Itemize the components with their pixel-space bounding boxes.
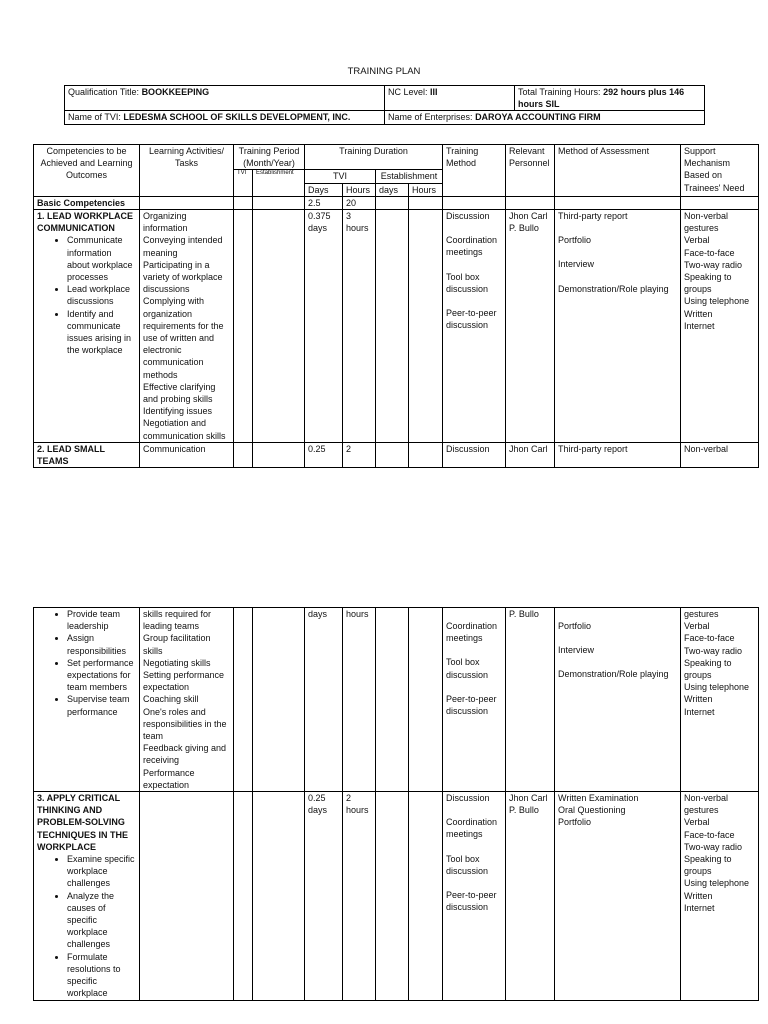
- list-item: • Analyze the causes of specific workplace challenges: [67, 890, 136, 951]
- list-item: Verbal: [684, 621, 710, 632]
- competency-1-cell: [34, 210, 140, 443]
- list-item: Face-to-face: [684, 247, 735, 258]
- list-item: Speaking to groups: [684, 657, 732, 681]
- training-hours-cell: [515, 86, 705, 111]
- header-period-tvi: TVI: [234, 170, 253, 196]
- competency-1-days: 0.375 days: [305, 210, 343, 443]
- header-est-hours: Hours: [409, 183, 443, 196]
- list-item: Oral Questioning: [558, 805, 626, 816]
- list-item: Two-way radio: [684, 645, 743, 656]
- info-row-2: [65, 111, 705, 124]
- qualification-label: Qualification Title:: [68, 87, 140, 97]
- list-item: Organizing information: [143, 211, 188, 234]
- competency-2-title: 2. LEAD SMALL TEAMS: [34, 442, 140, 467]
- enterprise-cell: [385, 111, 705, 124]
- tvi-label: Name of TVI:: [68, 112, 121, 123]
- list-item: • Examine specific workplace challenges: [67, 853, 136, 890]
- list-item: Two-way radio: [684, 841, 743, 852]
- list-item: Face-to-face: [684, 829, 735, 840]
- competency-row-2-cont: [34, 608, 759, 792]
- list-item: Peer-to-peer discussion: [446, 693, 497, 717]
- competency-3-hours: 2 hours: [343, 792, 376, 1000]
- competency-1-assessment: [555, 210, 681, 443]
- list-item: Demonstration/Role playing: [558, 669, 669, 680]
- header-duration-establishment: Establishment: [376, 170, 443, 183]
- info-table: [64, 85, 705, 125]
- list-item: Portfolio: [558, 817, 592, 828]
- competency-1-methods: [443, 210, 506, 443]
- competency-3-outcomes: [37, 853, 136, 999]
- list-item: Two-way radio: [684, 259, 743, 270]
- header-support: Support Mechanism Based on Trainees' Need: [681, 145, 759, 197]
- info-row-1: [65, 86, 705, 111]
- list-item: Using telephone: [684, 296, 750, 307]
- competency-2-activity-start: Communication: [140, 442, 234, 467]
- competency-2-days-start: 0.25: [305, 442, 343, 467]
- competency-row-2-start: [34, 442, 759, 467]
- list-item: • Set performance expectations for team members: [67, 657, 136, 694]
- list-item: • Provide team leadership: [67, 608, 136, 632]
- header-relevant-personnel: Relevant Personnel: [506, 145, 555, 197]
- list-item: • Identify and communicate issues arising in the workplace: [67, 308, 136, 357]
- list-item: Tool box discussion: [446, 853, 489, 876]
- list-item: Feedback giving and receiving: [143, 743, 227, 766]
- list-item: Interview: [558, 645, 595, 656]
- list-item: Coordination meetings: [446, 817, 498, 840]
- hours-value: 292 hours plus 146 hours SIL: [518, 87, 685, 110]
- list-item: Tool box discussion: [446, 271, 489, 294]
- competency-3-personnel: Jhon Carl P. Bullo: [506, 792, 555, 1000]
- list-item: Coordination meetings: [446, 235, 498, 258]
- list-item: • Formulate resolutions to specific workplace: [67, 951, 136, 1000]
- header-training-duration: Training Duration: [305, 145, 443, 170]
- header-est-days: days: [376, 183, 409, 196]
- list-item: Non-verbal gestures: [684, 793, 729, 816]
- competency-2-personnel: P. Bullo: [506, 608, 555, 792]
- competency-3-support: [681, 792, 759, 1000]
- list-item: Negotiating skills: [143, 657, 211, 668]
- header-activities: Learning Activities/ Tasks: [140, 145, 234, 197]
- competency-2-assessment-start: Third-party report: [555, 442, 681, 467]
- list-item: Peer-to-peer discussion: [446, 890, 497, 913]
- competency-3-cell: [34, 792, 140, 1000]
- competency-1-hours: 3 hours: [343, 210, 376, 443]
- competency-2-hours-unit: hours: [343, 608, 376, 792]
- competency-2-outcomes: [34, 608, 140, 792]
- list-item: gestures: [684, 609, 719, 619]
- enterprise-label: Name of Enterprises:: [388, 112, 473, 123]
- competency-1-support: [681, 210, 759, 443]
- enterprise-value: DAROYA ACCOUNTING FIRM: [475, 112, 601, 123]
- header-assessment: Method of Assessment: [555, 145, 681, 197]
- competency-2-support: [681, 608, 759, 792]
- nc-value: III: [430, 87, 438, 97]
- competency-1-outcomes: [37, 234, 136, 356]
- list-item: Internet: [684, 320, 715, 331]
- header-period-establishment: Establishment: [253, 170, 305, 196]
- training-plan-table: [33, 144, 759, 468]
- list-item: • Lead workplace discussions: [67, 283, 136, 307]
- header-duration-tvi: TVI: [305, 170, 376, 183]
- list-item: skills required for leading teams: [143, 609, 212, 632]
- list-item: Identifying issues: [143, 406, 213, 417]
- competency-2-activities: [140, 608, 234, 792]
- list-item: Portfolio: [558, 621, 592, 631]
- list-item: Performance expectation: [143, 767, 195, 790]
- qualification-cell: [65, 86, 385, 111]
- header-training-method: Training Method: [443, 145, 506, 197]
- competency-1-activities: [140, 210, 234, 443]
- competency-2-methods: [443, 608, 506, 792]
- qualification-value: BOOKKEEPING: [141, 87, 210, 97]
- basic-hours: 20: [343, 196, 376, 209]
- list-item: Negotiation and communication skills: [143, 418, 226, 441]
- list-item: Written: [684, 694, 713, 705]
- competency-2-assessment: [555, 608, 681, 792]
- nc-level-cell: [385, 86, 515, 111]
- list-item: Portfolio: [558, 235, 592, 246]
- list-item: Participating in a variety of workplace discussions: [143, 259, 223, 295]
- competency-row-1: [34, 210, 759, 443]
- header-tvi-days: Days: [305, 183, 343, 196]
- list-item: Setting performance expectation: [143, 670, 225, 693]
- list-item: Interview: [558, 259, 595, 270]
- list-item: Demonstration/Role playing: [558, 283, 669, 294]
- list-item: Third-party report: [558, 211, 628, 222]
- hours-label: Total Training Hours:: [518, 87, 601, 97]
- page-title: TRAINING PLAN: [347, 66, 421, 77]
- competency-3-days: 0.25 days: [305, 792, 343, 1000]
- list-item: One's roles and responsibilities in the team: [143, 706, 227, 742]
- list-item: • Assign responsibilities: [67, 632, 136, 656]
- list-item: Coordination meetings: [446, 621, 498, 644]
- list-item: Effective clarifying and probing skills: [143, 381, 216, 405]
- list-item: Written: [684, 890, 713, 901]
- header-training-period: Training Period (Month/Year): [234, 145, 305, 170]
- list-item: Complying with organization requirements for the use of written and electronic communication methods: [143, 296, 224, 380]
- list-item: Peer-to-peer discussion: [446, 308, 497, 331]
- competency-2-method-start: Discussion: [443, 442, 506, 467]
- list-item: Internet: [684, 902, 715, 913]
- competency-1-personnel: Jhon Carl P. Bullo: [506, 210, 555, 443]
- list-item: Non-verbal gestures: [684, 211, 729, 234]
- list-item: Tool box discussion: [446, 657, 489, 680]
- basic-label: Basic Competencies: [34, 196, 140, 209]
- tvi-cell: [65, 111, 385, 124]
- list-item: Coaching skill: [143, 694, 199, 705]
- competency-3-methods: [443, 792, 506, 1000]
- competency-1-title: 1. LEAD WORKPLACE COMMUNICATION: [37, 211, 134, 234]
- list-item: Written: [684, 308, 713, 319]
- list-item: Speaking to groups: [684, 854, 732, 877]
- list-item: • Supervise team performance: [67, 693, 136, 717]
- header-tvi-hours: Hours: [343, 183, 376, 196]
- basic-competencies-row: [34, 196, 759, 209]
- list-item: Group facilitation skills: [143, 633, 211, 656]
- competency-2-support-start: Non-verbal: [681, 442, 759, 467]
- competency-3-assessment: [555, 792, 681, 1000]
- competency-3-title: 3. APPLY CRITICAL THINKING AND PROBLEM-SOLVING TECHNIQUES IN THE WORKPLACE: [37, 793, 129, 852]
- list-item: Face-to-face: [684, 633, 735, 644]
- list-item: Verbal: [684, 817, 710, 828]
- list-item: Using telephone: [684, 878, 750, 889]
- list-item: Written Examination: [558, 793, 639, 804]
- list-item: Internet: [684, 706, 715, 717]
- list-item: Using telephone: [684, 682, 750, 693]
- tvi-value: LEDESMA SCHOOL OF SKILLS DEVELOPMENT, INC.: [123, 112, 351, 123]
- list-item: Verbal: [684, 235, 710, 246]
- list-item: Conveying intended meaning: [143, 235, 223, 258]
- list-item: Speaking to groups: [684, 272, 732, 295]
- competency-row-3: [34, 792, 759, 1000]
- basic-days: 2.5: [305, 196, 343, 209]
- list-item: Discussion: [446, 793, 490, 804]
- list-item: Discussion: [446, 211, 490, 222]
- header-competencies: Competencies to be Achieved and Learning Outcomes: [34, 145, 140, 197]
- list-item: • Communicate information about workplace processes: [67, 234, 136, 283]
- nc-label: NC Level:: [388, 87, 428, 97]
- competency-2-days-unit: days: [305, 608, 343, 792]
- training-plan-table-continued: [33, 607, 759, 1001]
- competency-2-hours-start: 2: [343, 442, 376, 467]
- competency-2-personnel-start: Jhon Carl: [506, 442, 555, 467]
